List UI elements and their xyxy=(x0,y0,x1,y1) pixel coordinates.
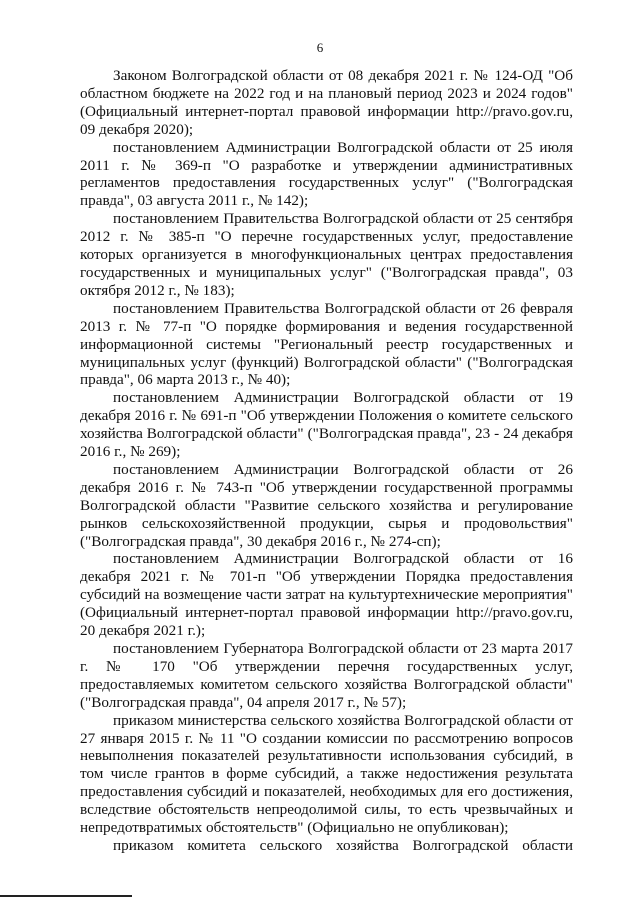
paragraph-resolution-701p: постановлением Администрации Волгоградской области от 16 декабря 2021 г. № 701-п "Об утверждении Порядка предоставления субсидий на возмещение части затрат на культуртехнические мероприятия" (Официальный интернет-портал правовой информации http://pravo.gov.ru, 20 декабря 2021 г.); xyxy=(80,550,573,640)
paragraph-resolution-77p: постановлением Правительства Волгоградской области от 26 февраля 2013 г. № 77-п "О порядке формирования и ведения государственной информационной системы "Региональный реестр государственных и муниципальных услуг (функций) Волгоградской области" ("Волгоградская правда", 06 марта 2013 г., № 40); xyxy=(80,299,573,389)
footer-divider xyxy=(0,895,132,897)
paragraph-order-11: приказом министерства сельского хозяйства Волгоградской области от 27 января 2015 г. № 11 "О создании комиссии по рассмотрению вопросов невыполнения показателей результативности использования субсидий, в том числе грантов в форме субсидий, а также недостижения результата предоставления субсидий и показателей, необходимых для его достижения, вследствие обстоятельств непреодолимой силы, то есть чрезвычайных и непредотвратимых обстоятельств" (Официально не опубликован); xyxy=(80,711,573,837)
paragraph-governor-170: постановлением Губернатора Волгоградской области от 23 марта 2017 г. № 170 "Об утверждении перечня государственных услуг, предоставляемых комитетом сельского хозяйства Волгоградской области" ("Волгоградская правда", 04 апреля 2017 г., № 57); xyxy=(80,640,573,711)
paragraph-resolution-691p: постановлением Администрации Волгоградской области от 19 декабря 2016 г. № 691-п "Об утверждении Положения о комитете сельского хозяйства Волгоградской области" ("Волгоградская правда", 23 - 24 декабря 2016 г., № 269); xyxy=(80,389,573,461)
paragraph-law-budget: Законом Волгоградской области от 08 декабря 2021 г. № 124-ОД "Об областном бюджете на 2022 год и на плановый период 2023 и 2024 годов" (Официальный интернет-портал правовой информации http://pravo.gov.ru, 09 декабря 2020); xyxy=(80,67,573,138)
paragraph-resolution-385p: постановлением Правительства Волгоградской области от 25 сентября 2012 г. № 385-п "О перечне государственных услуг, предоставление которых организуется в многофункциональных центрах предоставления государственных и муниципальных услуг" ("Волгоградская правда", 03 октября 2012 г., № 183); xyxy=(80,210,573,299)
document-body xyxy=(80,67,573,855)
paragraph-committee-order: приказом комитета сельского хозяйства Волгоградской области xyxy=(113,836,573,854)
paragraph-resolution-743p: постановлением Администрации Волгоградской области от 26 декабря 2016 г. № 743-п "Об утверждении государственной программы Волгоградской области "Развитие сельского хозяйства и регулирование рынков сельскохозяйственной продукции, сырья и продовольствия" ("Волгоградская правда", 30 декабря 2016 г., № 274-сп); xyxy=(80,460,573,550)
paragraph-resolution-369p: постановлением Администрации Волгоградской области от 25 июля 2011 г. № 369-п "О разработке и утверждении административных регламентов предоставления государственных услуг" ("Волгоградская правда", 03 августа 2011 г., № 142); xyxy=(80,138,573,210)
page-number: 6 xyxy=(316,40,324,55)
